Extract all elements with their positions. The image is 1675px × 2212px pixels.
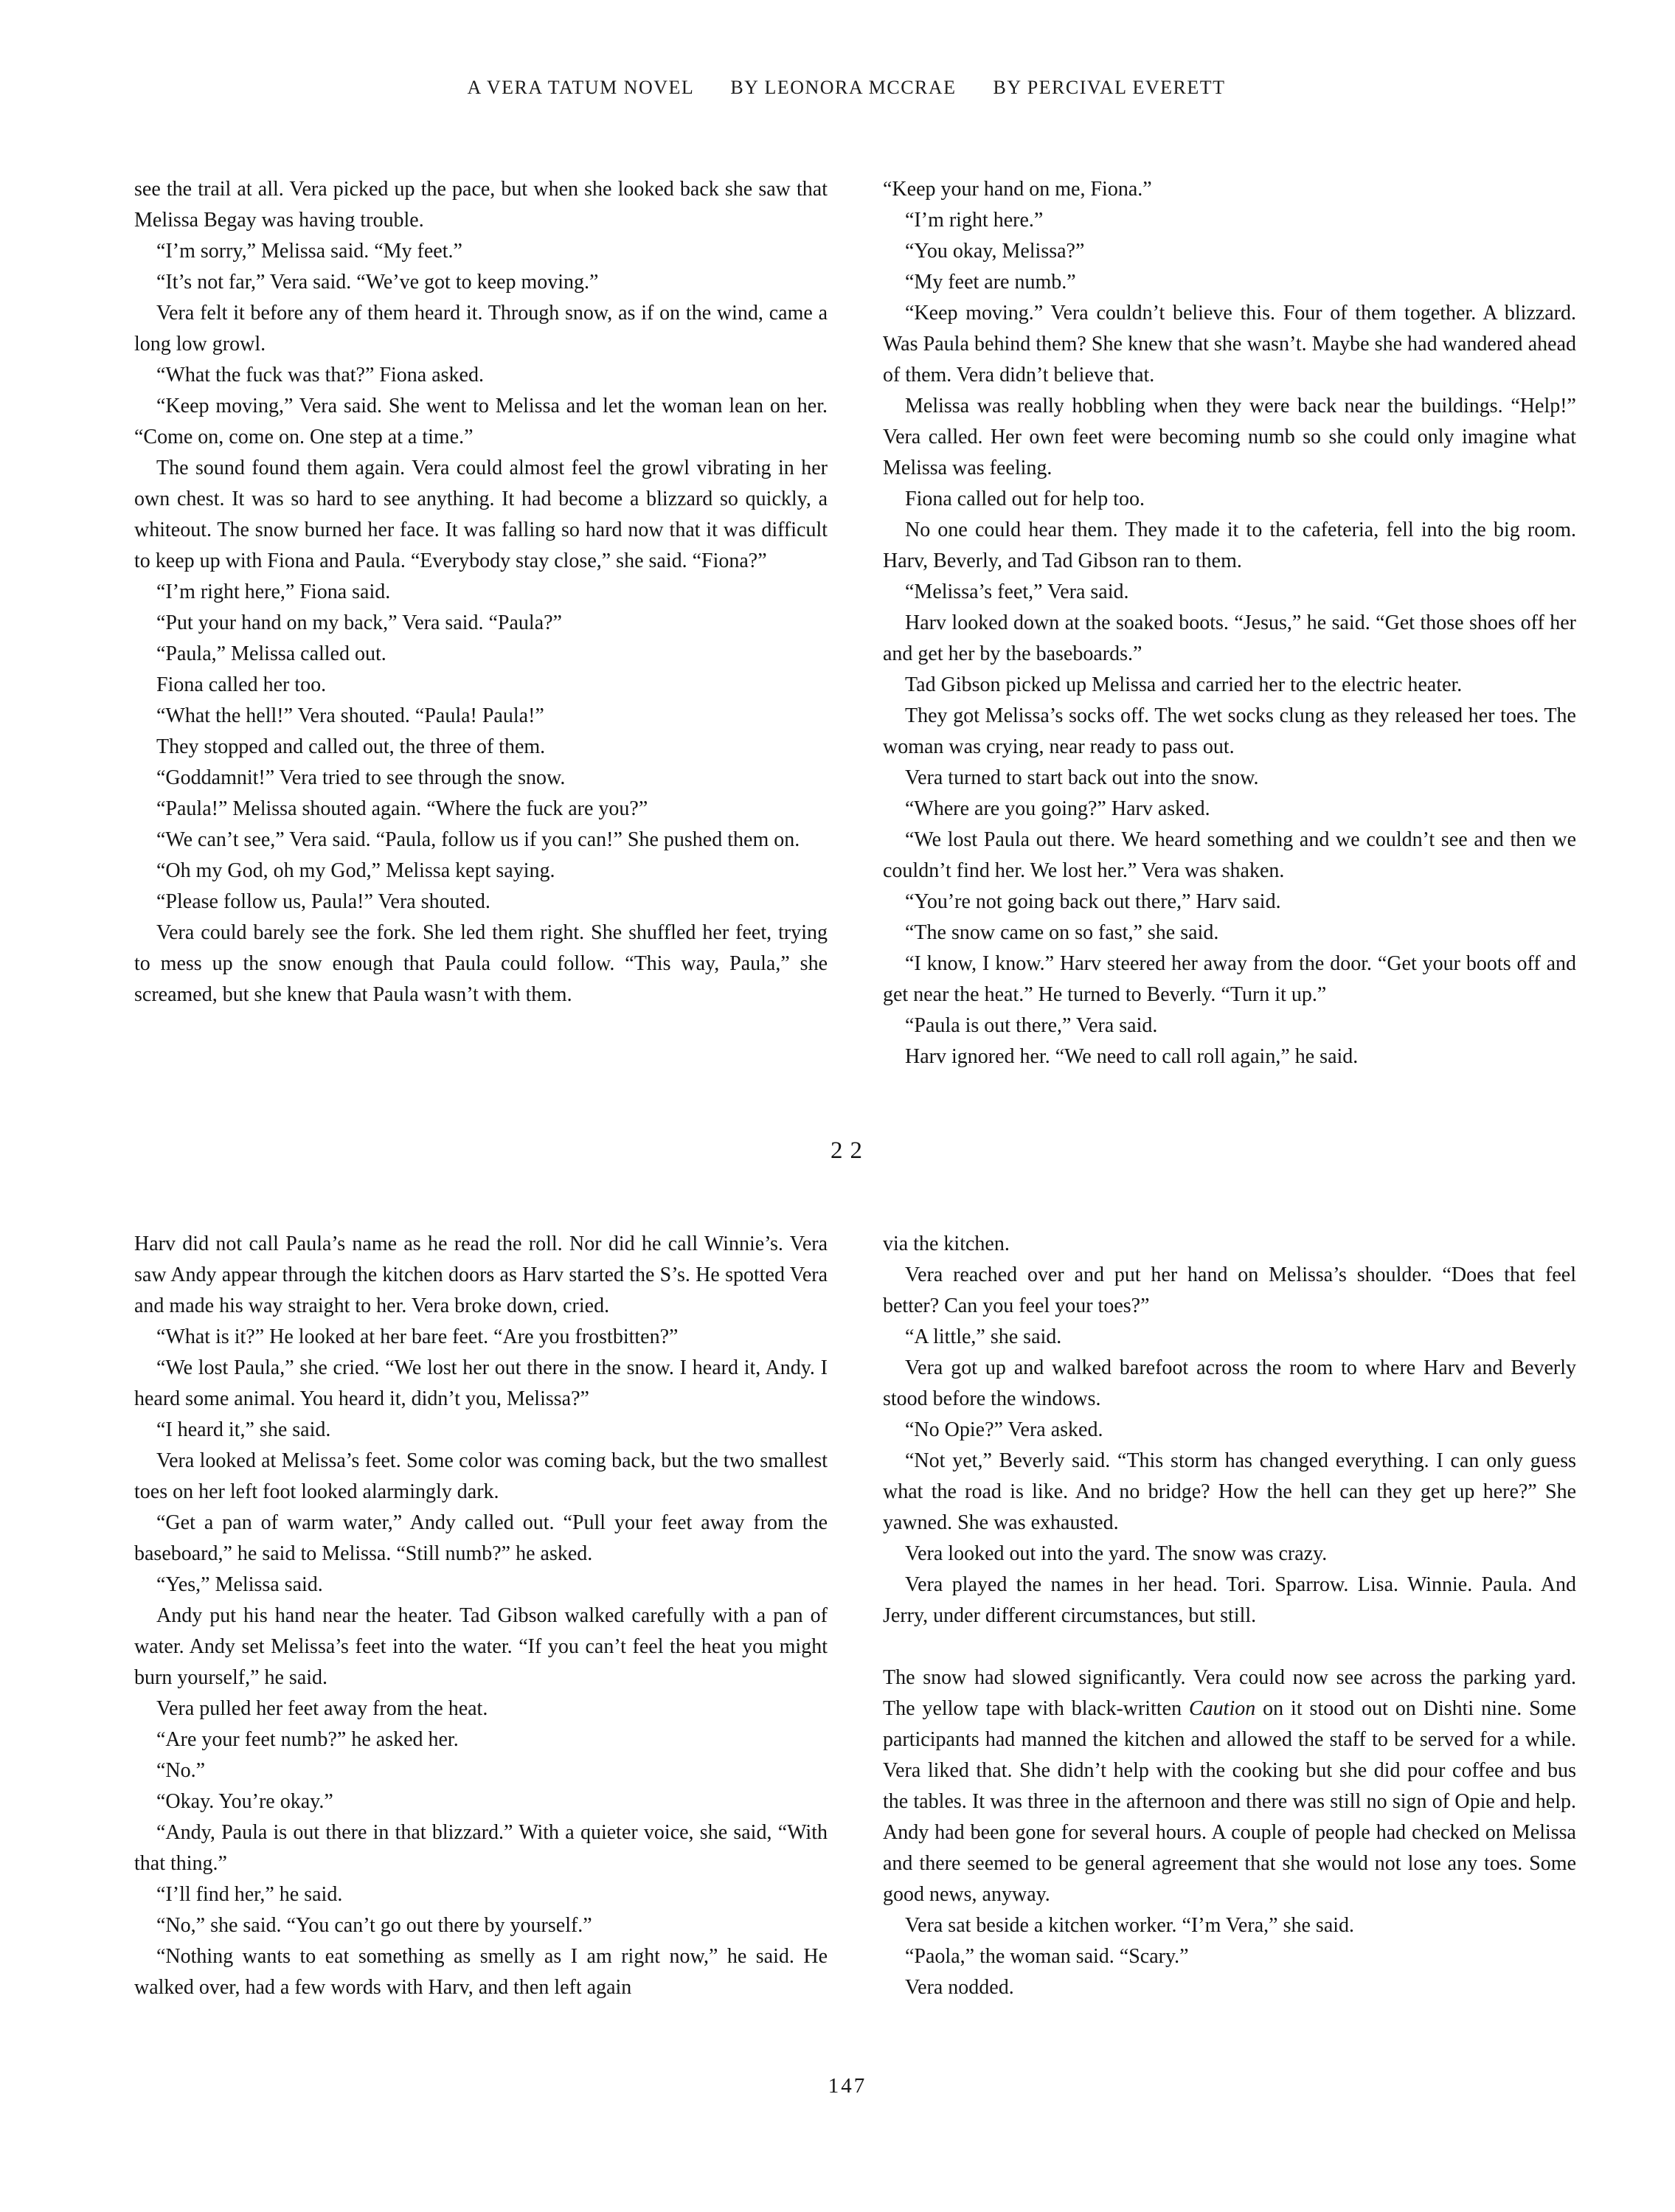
paragraph: “Goddamnit!” Vera tried to see through the snow. [156,766,566,789]
chapter-number: 22 [830,1137,870,1164]
paragraph: “The snow came on so fast,” she said. [905,921,1219,944]
paragraph: “Are your feet numb?” he asked her. [156,1728,459,1751]
paragraph: “No,” she said. “You can’t go out there by yourself.” [156,1914,592,1937]
column-bottom-right [883,1229,1576,2003]
paragraph: “Not yet,” Beverly said. “This storm has changed everything. I can only guess what the road is like. And no bridge? How the hell can they get up here?” She yawned. She was exhausted. [883,1449,1576,1534]
paragraph: see the trail at all. Vera picked up the pace, but when she looked back she saw that Melissa Begay was having trouble. [134,178,828,232]
paragraph: “Get a pan of warm water,” Andy called out. “Pull your feet away from the baseboard,” he said to Melissa. “Still numb?” he asked. [134,1511,828,1565]
paragraph: Vera reached over and put her hand on Melissa’s shoulder. “Does that feel better? Can you feel your toes?” [883,1263,1576,1317]
paragraph: “What the fuck was that?” Fiona asked. [156,364,484,386]
paragraph: “Paula!” Melissa shouted again. “Where the fuck are you?” [156,797,648,820]
paragraph: The sound found them again. Vera could almost feel the growl vibrating in her own chest. It was so hard to see anything. It had become a blizzard so quickly, a whiteout. The snow burned her face. It was falling so hard now that it was difficult to keep up with Fiona and Paula. “Everybody stay close,” she said. “Fiona?” [134,457,828,572]
paragraph: Tad Gibson picked up Melissa and carried her to the electric heater. [905,673,1463,696]
column-top-right [883,174,1576,1072]
paragraph: “Keep moving,” Vera said. She went to Melissa and let the woman lean on her. “Come on, come on. One step at a time.” [134,395,828,448]
paragraph: “I’m right here.” [905,209,1044,232]
paragraph: Vera felt it before any of them heard it. Through snow, as if on the wind, came a long low growl. [134,302,828,356]
paragraph: “Andy, Paula is out there in that blizzard.” With a quieter voice, she said, “With that thing.” [134,1821,828,1875]
running-header [117,77,1576,99]
paragraph: “No Opie?” Vera asked. [905,1418,1103,1441]
paragraph: “No.” [156,1759,206,1782]
paragraph: “A little,” she said. [905,1325,1062,1348]
paragraph: “You’re not going back out there,” Harv said. [905,890,1281,913]
paragraph: “Nothing wants to eat something as smelly as I am right now,” he said. He walked over, had a few words with Harv, and then left again [134,1945,828,1999]
paragraph: Harv ignored her. “We need to call roll again,” he said. [905,1045,1359,1068]
paragraph: Vera looked out into the yard. The snow was crazy. [905,1542,1328,1565]
paragraph: Melissa was really hobbling when they were back near the buildings. “Help!” Vera called. Her own feet were becoming numb so she could only imagine what Melissa was feeling. [883,395,1576,479]
paragraph: Harv did not call Paula’s name as he read the roll. Nor did he call Winnie’s. Vera saw Andy appear through the kitchen doors as Harv started the S’s. He spotted Vera and made his way straight to her. Vera broke down, cried. [134,1232,828,1317]
paragraph: Vera looked at Melissa’s feet. Some color was coming back, but the two smallest toes on her left foot looked alarmingly dark. [134,1449,828,1503]
page-number: 147 [828,2074,867,2098]
paragraph: “Where are you going?” Harv asked. [905,797,1210,820]
paragraph: “What the hell!” Vera shouted. “Paula! Paula!” [156,704,544,727]
paragraph: “We lost Paula,” she cried. “We lost her out there in the snow. I heard it, Andy. I heard some animal. You heard it, didn’t you, Melissa?” [134,1356,828,1410]
paragraph: “What is it?” He looked at her bare feet. “Are you frostbitten?” [156,1325,679,1348]
paragraph: “Please follow us, Paula!” Vera shouted. [156,890,490,913]
header-byline-everett: BY PERCIVAL EVERETT [993,77,1226,98]
paragraph: “Oh my God, oh my God,” Melissa kept saying. [156,859,555,882]
paragraph: “You okay, Melissa?” [905,240,1085,263]
paragraph: “Okay. You’re okay.” [156,1790,333,1813]
paragraph: “Paula is out there,” Vera said. [905,1014,1158,1037]
paragraph: “My feet are numb.” [905,271,1076,294]
column-top-left [134,174,828,1010]
paragraph: “Paola,” the woman said. “Scary.” [905,1945,1189,1968]
paragraph: The snow had slowed significantly. Vera could now see across the parking yard. The yellow tape with black-written Caution on it stood out on Dishti nine. Some participants had manned the kitchen and allowed the staff to be served for a while. Vera liked that. She didn’t help with the cooking but she did pour coffee and bus the tables. It was three in the afternoon and there was still no sign of Opie and help. Andy had been gone for several hours. A couple of people had checked on Melissa and there seemed to be general agreement that she would not lose any toes. Some good news, anyway. [883,1666,1576,1906]
paragraph: “Put your hand on my back,” Vera said. “Paula?” [156,611,562,634]
paragraph: “Yes,” Melissa said. [156,1573,323,1596]
paragraph: “It’s not far,” Vera said. “We’ve got to keep moving.” [156,271,599,294]
column-bottom-left [134,1229,828,2003]
paragraph: Vera got up and walked barefoot across the room to where Harv and Beverly stood before the windows. [883,1356,1576,1410]
paragraph: “Melissa’s feet,” Vera said. [905,580,1129,603]
paragraph: “I’ll find her,” he said. [156,1883,343,1906]
paragraph: “I know, I know.” Harv steered her away from the door. “Get your boots off and get near the heat.” He turned to Beverly. “Turn it up.” [883,952,1576,1006]
paragraph: “Paula,” Melissa called out. [156,642,386,665]
paragraph: “I heard it,” she said. [156,1418,331,1441]
paragraph: Vera could barely see the fork. She led them right. She shuffled her feet, trying to mess up the snow enough that Paula could follow. “This way, Paula,” she screamed, but she knew that Paula wasn’t with them. [134,921,828,1006]
paragraph: Vera turned to start back out into the snow. [905,766,1259,789]
paragraph: Vera pulled her feet away from the heat. [156,1697,488,1720]
paragraph: “We lost Paula out there. We heard something and we couldn’t see and then we couldn’t find her. We lost her.” Vera was shaken. [883,828,1576,882]
paragraph: Vera nodded. [905,1976,1014,1999]
paragraph: They got Melissa’s socks off. The wet socks clung as they released her toes. The woman was crying, near ready to pass out. [883,704,1576,758]
paragraph: via the kitchen. [883,1232,1010,1255]
paragraph: Fiona called out for help too. [905,488,1145,510]
paragraph: They stopped and called out, the three of them. [156,735,546,758]
paragraph: “I’m right here,” Fiona said. [156,580,391,603]
paragraph: Andy put his hand near the heater. Tad Gibson walked carefully with a pan of water. Andy set Melissa’s feet into the water. “If you can’t feel the heat you might burn yourself,” he said. [134,1604,828,1689]
paragraph: “Keep moving.” Vera couldn’t believe this. Four of them together. A blizzard. Was Paula behind them? She knew that she wasn’t. Maybe she had wandered ahead of them. Vera didn’t believe that. [883,302,1576,386]
paragraph: “I’m sorry,” Melissa said. “My feet.” [156,240,462,263]
paragraph: Harv looked down at the soaked boots. “Jesus,” he said. “Get those shoes off her and get her by the baseboards.” [883,611,1576,665]
paragraph: Vera sat beside a kitchen worker. “I’m Vera,” she said. [905,1914,1355,1937]
paragraph: “We can’t see,” Vera said. “Paula, follow us if you can!” She pushed them on. [156,828,800,851]
header-byline-mccrae: BY LEONORA MCCRAE [730,77,957,98]
paragraph: Vera played the names in her head. Tori. Sparrow. Lisa. Winnie. Paula. And Jerry, under different circumstances, but still. [883,1573,1576,1627]
paragraph: “Keep your hand on me, Fiona.” [883,178,1152,201]
paragraph: No one could hear them. They made it to the cafeteria, fell into the big room. Harv, Beverly, and Tad Gibson ran to them. [883,519,1576,572]
header-book-title: A VERA TATUM NOVEL [467,77,694,98]
paragraph: Fiona called her too. [156,673,327,696]
